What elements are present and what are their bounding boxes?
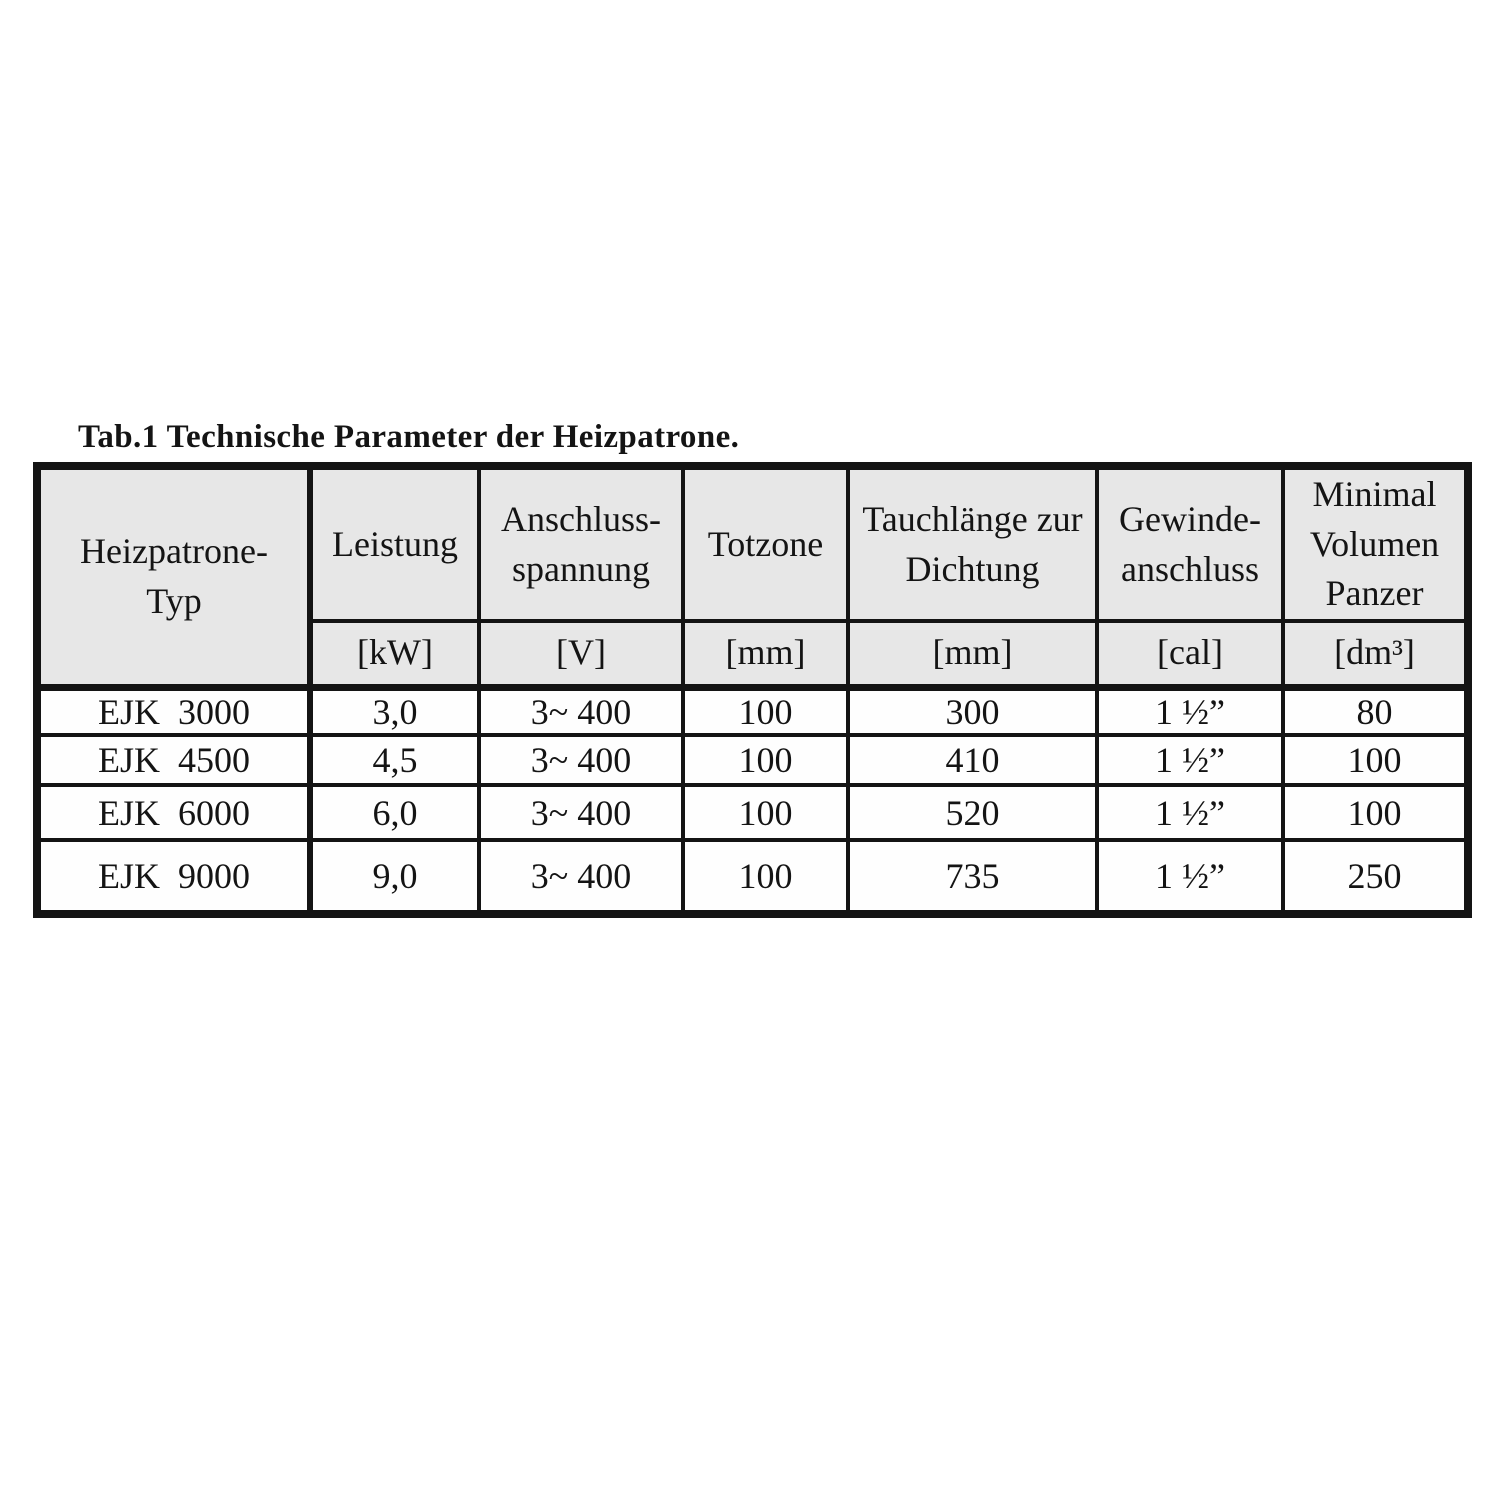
header-line: spannung — [512, 548, 650, 589]
column-header-heizpatrone-typ — [37, 466, 310, 687]
column-header-minimal-volumen-panzer — [1283, 466, 1468, 621]
cell-totzone: 100 — [683, 785, 848, 840]
table-row-ejk-3000 — [37, 687, 1468, 735]
unit-dm3: [dm³] — [1283, 621, 1468, 687]
cell-volumen: 80 — [1283, 687, 1468, 735]
table-row-ejk-9000 — [37, 840, 1468, 914]
header-line: Panzer — [1325, 573, 1424, 614]
table-row-ejk-4500 — [37, 735, 1468, 785]
column-header-tauchlaenge — [848, 466, 1097, 621]
header-line: Minimal — [1312, 474, 1437, 514]
cell-typ: EJK 6000 — [37, 785, 310, 840]
cell-leistung: 9,0 — [310, 840, 479, 914]
column-header-totzone — [683, 466, 848, 621]
column-header-anschlussspannung — [479, 466, 683, 621]
cell-typ: EJK 9000 — [37, 840, 310, 914]
table-row-ejk-6000 — [37, 785, 1468, 840]
technical-parameters-table — [33, 462, 1472, 918]
cell-gewinde: 1 ½” — [1097, 687, 1283, 735]
table-caption: Tab.1 Technische Parameter der Heizpatrone. — [78, 419, 740, 455]
header-line: anschluss — [1121, 548, 1259, 589]
column-header-gewindeanschluss — [1097, 466, 1283, 621]
cell-leistung: 4,5 — [310, 735, 479, 785]
header-line: Volumen — [1309, 523, 1440, 564]
cell-gewinde: 1 ½” — [1097, 735, 1283, 785]
cell-totzone: 100 — [683, 735, 848, 785]
cell-volumen: 250 — [1283, 840, 1468, 914]
header-line: Leistung — [332, 523, 458, 564]
cell-tauchlaenge: 300 — [848, 687, 1097, 735]
header-line: Typ — [146, 580, 202, 621]
cell-typ: EJK 4500 — [37, 735, 310, 785]
header-name-row — [37, 466, 1468, 621]
unit-mm-totzone: [mm] — [683, 621, 848, 687]
cell-tauchlaenge: 520 — [848, 785, 1097, 840]
header-line: Totzone — [707, 523, 824, 564]
header-line: Tauchlänge zur — [862, 498, 1083, 539]
cell-tauchlaenge: 735 — [848, 840, 1097, 914]
cell-spannung: 3~ 400 — [479, 840, 683, 914]
cell-leistung: 3,0 — [310, 687, 479, 735]
header-line: Gewinde- — [1119, 498, 1261, 539]
cell-leistung: 6,0 — [310, 785, 479, 840]
cell-spannung: 3~ 400 — [479, 785, 683, 840]
cell-volumen: 100 — [1283, 785, 1468, 840]
cell-totzone: 100 — [683, 840, 848, 914]
column-header-leistung — [310, 466, 479, 621]
unit-cal: [cal] — [1097, 621, 1283, 687]
cell-volumen: 100 — [1283, 735, 1468, 785]
cell-tauchlaenge: 410 — [848, 735, 1097, 785]
cell-totzone: 100 — [683, 687, 848, 735]
unit-mm-tauchlaenge: [mm] — [848, 621, 1097, 687]
header-line: Anschluss- — [501, 498, 661, 539]
header-line: Dichtung — [905, 548, 1040, 589]
cell-typ: EJK 3000 — [37, 687, 310, 735]
cell-spannung: 3~ 400 — [479, 687, 683, 735]
unit-volt: [V] — [479, 621, 683, 687]
cell-gewinde: 1 ½” — [1097, 840, 1283, 914]
header-line: Heizpatrone- — [80, 531, 268, 572]
cell-spannung: 3~ 400 — [479, 735, 683, 785]
cell-gewinde: 1 ½” — [1097, 785, 1283, 840]
unit-kw: [kW] — [310, 621, 479, 687]
